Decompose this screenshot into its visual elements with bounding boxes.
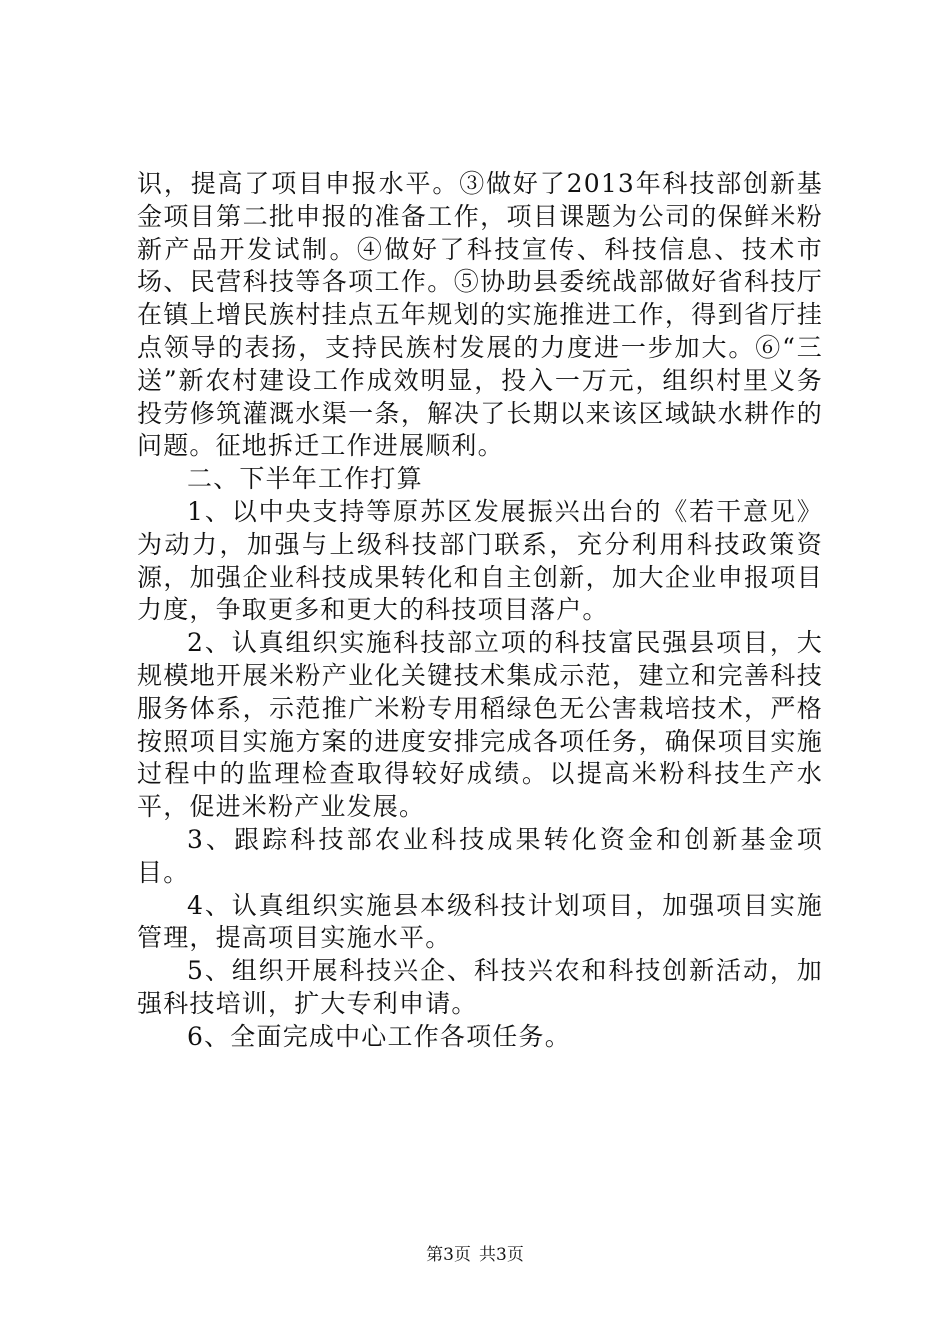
- list-item: 6、全面完成中心工作各项任务。: [187, 1021, 571, 1051]
- section-heading: 二、下半年工作打算: [187, 464, 423, 494]
- page-total: 共3页: [479, 1245, 524, 1265]
- list-item: 1、以中央支持等原苏区发展振兴出台的《若干意见》为动力，加强与上级科技部门联系，充分利用科技政策资源，加强企业科技成果转化和自主创新，加大企业申报项目力度，争取更多和更大的科技项目落户。: [137, 496, 823, 625]
- list-item: 2、认真组织实施科技部立项的科技富民强县项目，大规模地开展米粉产业化关键技术集成示范，建立和完善科技服务体系，示范推广米粉专用稻绿色无公害栽培技术，严格按照项目实施方案的进度安排完成各项任务，确保项目实施过程中的监理检查取得较好成绩。以提高米粉科技生产水平，促进米粉产业发展。: [137, 628, 823, 822]
- document-body: [137, 168, 823, 1054]
- page-footer: [0, 1244, 950, 1266]
- list-item: 5、组织开展科技兴企、科技兴农和科技创新活动，加强科技培训，扩大专利申请。: [137, 956, 823, 1018]
- paragraph-continued: 识，提高了项目申报水平。③做好了2013年科技部创新基金项目第二批申报的准备工作，项目课题为公司的保鲜米粉新产品开发试制。④做好了科技宣传、科技信息、技术市场、民营科技等各项工作。⑤协助县委统战部做好省科技厅在镇上增民族村挂点五年规划的实施推进工作，得到省厅挂点领导的表扬，支持民族村发展的力度进一步加大。⑥“三送”新农村建设工作成效明显，投入一万元，组织村里义务投劳修筑灌溉水渠一条，解决了长期以来该区域缺水耕作的问题。征地拆迁工作进展顺利。: [137, 169, 823, 461]
- list-item: 3、跟踪科技部农业科技成果转化资金和创新基金项目。: [137, 824, 823, 887]
- page-number: 第3页: [426, 1245, 471, 1265]
- list-item: 4、认真组织实施县本级科技计划项目，加强项目实施管理，提高项目实施水平。: [137, 890, 823, 953]
